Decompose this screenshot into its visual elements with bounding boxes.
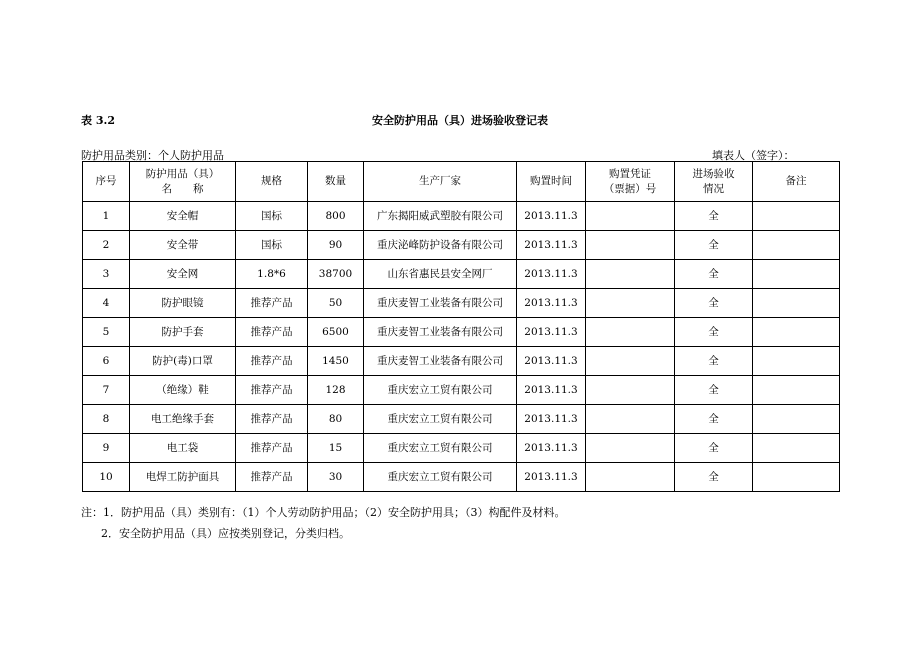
cell-date: 2013.11.3 bbox=[517, 231, 586, 260]
col-header-voucher-line2: （票据）号 bbox=[603, 182, 657, 195]
col-header-no: 序号 bbox=[83, 162, 130, 202]
col-header-qty: 数量 bbox=[308, 162, 364, 202]
cell-no: 9 bbox=[83, 434, 130, 463]
cell-voucher bbox=[586, 202, 675, 231]
cell-qty: 90 bbox=[308, 231, 364, 260]
cell-name: 安全帽 bbox=[130, 202, 236, 231]
table-row bbox=[83, 347, 840, 376]
cell-accept: 全 bbox=[675, 347, 753, 376]
table-number: 表 3.2 bbox=[81, 114, 115, 127]
cell-spec: 1.8*6 bbox=[236, 260, 308, 289]
cell-name: 防护(毒)口罩 bbox=[130, 347, 236, 376]
cell-no: 1 bbox=[83, 202, 130, 231]
cell-name: 安全网 bbox=[130, 260, 236, 289]
cell-spec: 推荐产品 bbox=[236, 463, 308, 492]
notes bbox=[81, 502, 566, 544]
table-row bbox=[83, 376, 840, 405]
cell-voucher bbox=[586, 289, 675, 318]
cell-date: 2013.11.3 bbox=[517, 260, 586, 289]
cell-maker: 广东揭阳威武塑胶有限公司 bbox=[364, 202, 517, 231]
cell-date: 2013.11.3 bbox=[517, 463, 586, 492]
cell-accept: 全 bbox=[675, 231, 753, 260]
cell-voucher bbox=[586, 405, 675, 434]
cell-accept: 全 bbox=[675, 318, 753, 347]
cell-voucher bbox=[586, 434, 675, 463]
cell-no: 2 bbox=[83, 231, 130, 260]
cell-qty: 30 bbox=[308, 463, 364, 492]
cell-voucher bbox=[586, 463, 675, 492]
cell-no: 10 bbox=[83, 463, 130, 492]
cell-qty: 1450 bbox=[308, 347, 364, 376]
cell-no: 7 bbox=[83, 376, 130, 405]
registration-table bbox=[82, 161, 840, 492]
cell-accept: 全 bbox=[675, 202, 753, 231]
cell-date: 2013.11.3 bbox=[517, 289, 586, 318]
cell-qty: 800 bbox=[308, 202, 364, 231]
cell-voucher bbox=[586, 376, 675, 405]
cell-name: 电工袋 bbox=[130, 434, 236, 463]
cell-date: 2013.11.3 bbox=[517, 376, 586, 405]
cell-no: 5 bbox=[83, 318, 130, 347]
cell-accept: 全 bbox=[675, 405, 753, 434]
cell-qty: 15 bbox=[308, 434, 364, 463]
cell-remark bbox=[753, 434, 840, 463]
note-line-1: 注：1．防护用品（具）类别有：（1）个人劳动防护用品；（2）安全防护用具；（3）构配件及材料。 bbox=[81, 506, 566, 519]
cell-qty: 50 bbox=[308, 289, 364, 318]
col-header-accept-line2: 情况 bbox=[703, 182, 724, 195]
cell-name: 电焊工防护面具 bbox=[130, 463, 236, 492]
table-row bbox=[83, 260, 840, 289]
cell-no: 4 bbox=[83, 289, 130, 318]
cell-remark bbox=[753, 318, 840, 347]
cell-voucher bbox=[586, 231, 675, 260]
cell-remark bbox=[753, 260, 840, 289]
cell-spec: 国标 bbox=[236, 231, 308, 260]
cell-maker: 重庆泌峰防护设备有限公司 bbox=[364, 231, 517, 260]
cell-date: 2013.11.3 bbox=[517, 405, 586, 434]
cell-remark bbox=[753, 202, 840, 231]
cell-qty: 6500 bbox=[308, 318, 364, 347]
col-header-name bbox=[130, 162, 236, 202]
cell-spec: 推荐产品 bbox=[236, 434, 308, 463]
col-header-maker: 生产厂家 bbox=[364, 162, 517, 202]
cell-no: 3 bbox=[83, 260, 130, 289]
page-title: 安全防护用品（具）进场验收登记表 bbox=[372, 114, 548, 127]
col-header-accept-line1: 进场验收 bbox=[692, 167, 735, 180]
cell-name: 防护手套 bbox=[130, 318, 236, 347]
col-header-date: 购置时间 bbox=[517, 162, 586, 202]
cell-date: 2013.11.3 bbox=[517, 347, 586, 376]
cell-accept: 全 bbox=[675, 260, 753, 289]
cell-remark bbox=[753, 376, 840, 405]
cell-spec: 国标 bbox=[236, 202, 308, 231]
cell-name: 防护眼镜 bbox=[130, 289, 236, 318]
cell-maker: 重庆麦智工业装备有限公司 bbox=[364, 347, 517, 376]
col-header-accept bbox=[675, 162, 753, 202]
cell-voucher bbox=[586, 260, 675, 289]
cell-accept: 全 bbox=[675, 289, 753, 318]
col-header-voucher-line1: 购置凭证 bbox=[609, 167, 651, 180]
cell-spec: 推荐产品 bbox=[236, 347, 308, 376]
table-row bbox=[83, 405, 840, 434]
cell-remark bbox=[753, 463, 840, 492]
cell-name: （绝缘）鞋 bbox=[130, 376, 236, 405]
cell-maker: 重庆宏立工贸有限公司 bbox=[364, 434, 517, 463]
table-header-row bbox=[83, 162, 840, 202]
cell-voucher bbox=[586, 347, 675, 376]
cell-remark bbox=[753, 347, 840, 376]
note-line-2: 2．安全防护用品（具）应按类别登记，分类归档。 bbox=[101, 527, 350, 540]
cell-maker: 重庆麦智工业装备有限公司 bbox=[364, 318, 517, 347]
cell-no: 6 bbox=[83, 347, 130, 376]
cell-remark bbox=[753, 289, 840, 318]
category-label: 防护用品类别：个人防护用品 bbox=[81, 149, 224, 162]
table-row bbox=[83, 463, 840, 492]
cell-remark bbox=[753, 405, 840, 434]
col-header-name-line1: 防护用品（具） bbox=[145, 167, 220, 180]
cell-maker: 重庆宏立工贸有限公司 bbox=[364, 463, 517, 492]
table-row bbox=[83, 202, 840, 231]
cell-spec: 推荐产品 bbox=[236, 318, 308, 347]
table-row bbox=[83, 318, 840, 347]
table-row bbox=[83, 434, 840, 463]
cell-maker: 重庆宏立工贸有限公司 bbox=[364, 376, 517, 405]
cell-remark bbox=[753, 231, 840, 260]
cell-maker: 重庆麦智工业装备有限公司 bbox=[364, 289, 517, 318]
cell-spec: 推荐产品 bbox=[236, 405, 308, 434]
cell-accept: 全 bbox=[675, 434, 753, 463]
cell-name: 电工绝缘手套 bbox=[130, 405, 236, 434]
cell-maker: 山东省惠民县安全网厂 bbox=[364, 260, 517, 289]
filler-signature-label: 填表人（签字）： bbox=[712, 149, 795, 162]
table-row bbox=[83, 231, 840, 260]
cell-qty: 38700 bbox=[308, 260, 364, 289]
cell-maker: 重庆宏立工贸有限公司 bbox=[364, 405, 517, 434]
cell-accept: 全 bbox=[675, 376, 753, 405]
cell-name: 安全带 bbox=[130, 231, 236, 260]
col-header-name-line2: 名 称 bbox=[161, 182, 204, 195]
cell-no: 8 bbox=[83, 405, 130, 434]
cell-spec: 推荐产品 bbox=[236, 376, 308, 405]
cell-qty: 128 bbox=[308, 376, 364, 405]
cell-voucher bbox=[586, 318, 675, 347]
col-header-spec: 规格 bbox=[236, 162, 308, 202]
table-row bbox=[83, 289, 840, 318]
cell-date: 2013.11.3 bbox=[517, 434, 586, 463]
cell-qty: 80 bbox=[308, 405, 364, 434]
cell-accept: 全 bbox=[675, 463, 753, 492]
cell-spec: 推荐产品 bbox=[236, 289, 308, 318]
cell-date: 2013.11.3 bbox=[517, 202, 586, 231]
col-header-voucher bbox=[586, 162, 675, 202]
cell-date: 2013.11.3 bbox=[517, 318, 586, 347]
col-header-remark: 备注 bbox=[753, 162, 840, 202]
